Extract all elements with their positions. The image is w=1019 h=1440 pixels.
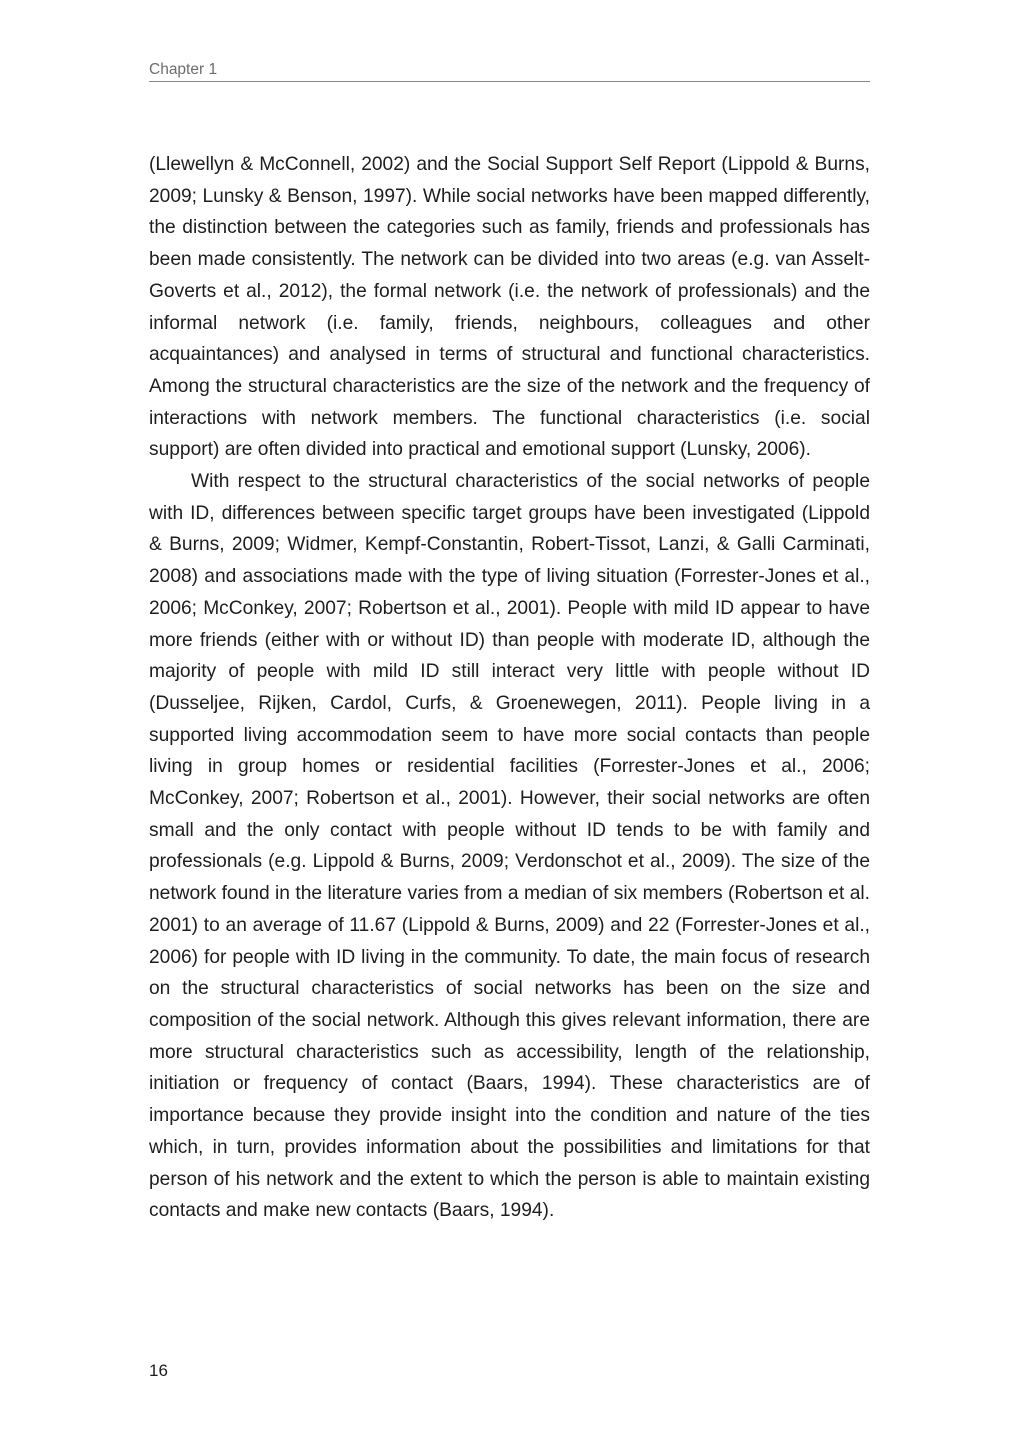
running-header: [149, 60, 870, 82]
page-number: 16: [149, 1361, 168, 1380]
chapter-label: Chapter 1: [149, 61, 218, 78]
paragraph: (Llewellyn & McConnell, 2002) and the Social Support Self Report (Lippold & Burns, 2009; Lunsky & Benson, 1997). While social networks have been mapped differently, the distinction between the categories such as family, friends and professionals has been made consistently. The network can be divided into two areas (e.g. van Asselt-Goverts et al., 2012), the formal network (i.e. the network of professionals) and the informal network (i.e. family, friends, neighbours, colleagues and other acquaintances) and analysed in terms of structural and functional characteristics. Among the structural characteristics are the size of the network and the frequency of interactions with network members. The functional characteristics (i.e. social support) are often divided into practical and emotional support (Lunsky, 2006).: [149, 154, 870, 461]
paragraph: With respect to the structural characteristics of the social networks of people with ID, differences between specific target groups have been investigated (Lippold & Burns, 2009; Widmer, Kempf-Constantin, Robert-Tissot, Lanzi, & Galli Carminati, 2008) and associations made with the type of living situation (Forrester-Jones et al., 2006; McConkey, 2007; Robertson et al., 2001). People with mild ID appear to have more friends (either with or without ID) than people with moderate ID, although the majority of people with mild ID still interact very little with people without ID (Dusseljee, Rijken, Cardol, Curfs, & Groenewegen, 2011). People living in a supported living accommodation seem to have more social contacts than people living in group homes or residential facilities (Forrester-Jones et al., 2006; McConkey, 2007; Robertson et al., 2001). However, their social networks are often small and the only contact with people without ID tends to be with family and professionals (e.g. Lippold & Burns, 2009; Verdonschot et al., 2009). The size of the network found in the literature varies from a median of six members (Robertson et al. 2001) to an average of 11.67 (Lippold & Burns, 2009) and 22 (Forrester-Jones et al., 2006) for people with ID living in the community. To date, the main focus of research on the structural characteristics of social networks has been on the size and composition of the social network. Although this gives relevant information, there are more structural characteristics such as accessibility, length of the relationship, initiation or frequency of contact (Baars, 1994). These characteristics are of importance because they provide insight into the condition and nature of the ties which, in turn, provides information about the possibilities and limitations for that person of his network and the extent to which the person is able to maintain existing contacts and make new contacts (Baars, 1994).: [149, 471, 870, 1222]
body-text: [149, 149, 870, 1227]
